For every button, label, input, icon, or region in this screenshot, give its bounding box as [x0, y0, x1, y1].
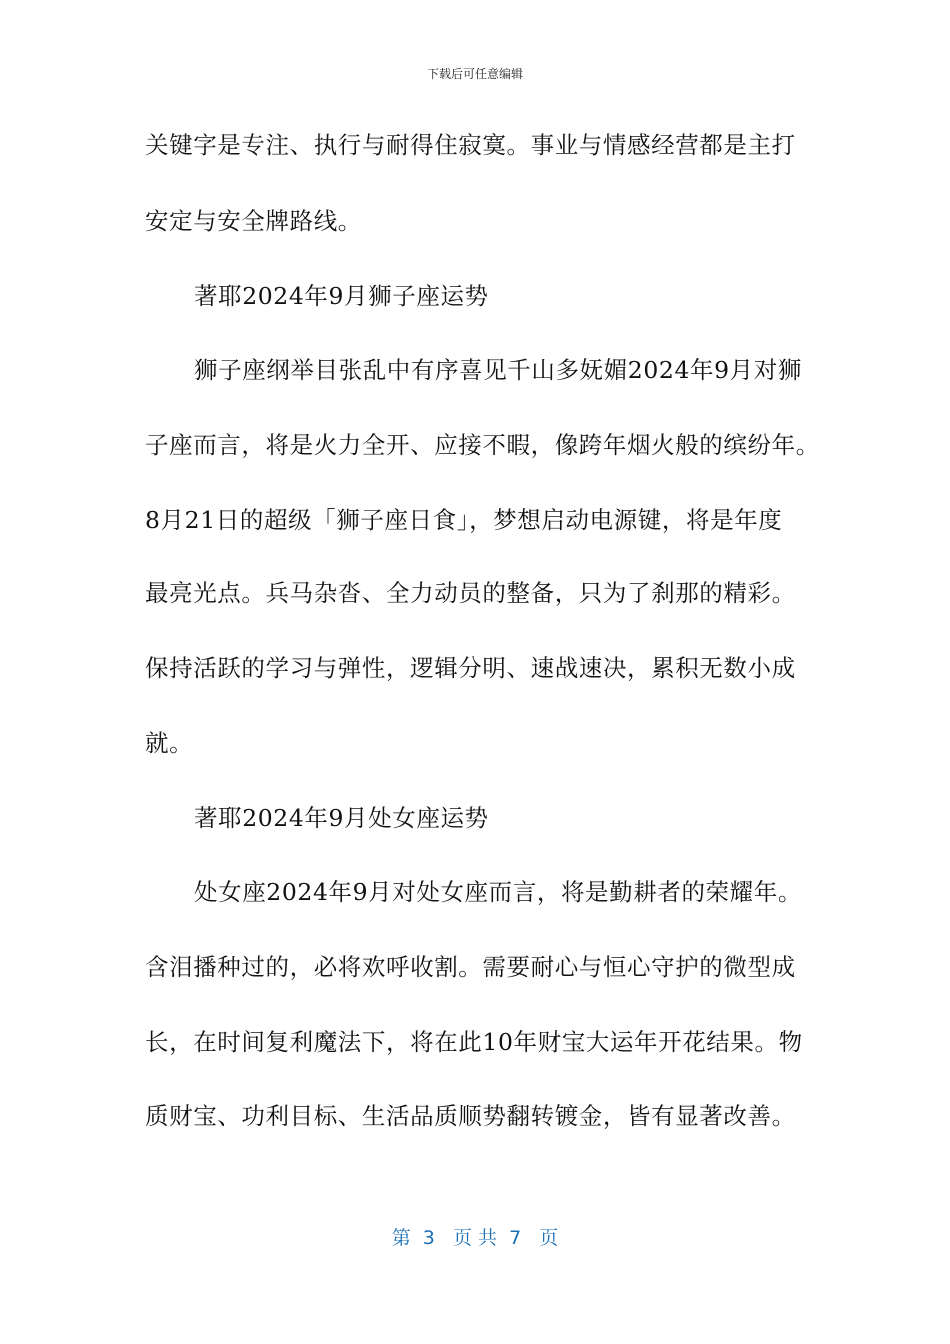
body-line: 质财宝、功利目标、生活品质顺势翻转镀金，皆有显著改善。: [145, 1102, 796, 1130]
body-line: 狮子座纲举目张乱中有序喜见千山多妩媚2024年9月对狮: [194, 356, 802, 384]
body-line: 子座而言，将是火力全开、应接不暇，像跨年烟火般的缤纷年。: [145, 431, 820, 459]
section-heading-leo: 著耶2024年9月狮子座运势: [194, 282, 489, 310]
section-heading-virgo: 著耶2024年9月处女座运势: [194, 804, 489, 832]
body-line: 含泪播种过的，必将欢呼收割。需要耐心与恒心守护的微型成: [145, 953, 796, 981]
body-line: 关键字是专注、执行与耐得住寂寞。事业与情感经营都是主打: [145, 131, 796, 159]
body-line: 8月21日的超级「狮子座日食」，梦想启动电源键，将是年度: [145, 506, 783, 534]
page-number: 第 3 页 共 7 页: [391, 1227, 559, 1249]
body-line: 保持活跃的学习与弹性，逻辑分明、速战速决，累积无数小成: [145, 654, 796, 682]
body-line: 最亮光点。兵马杂沓、全力动员的整备，只为了刹那的精彩。: [145, 579, 796, 607]
body-line: 安定与安全牌路线。: [145, 207, 362, 235]
header-note: 下载后可任意编辑: [426, 67, 523, 81]
body-line: 处女座2024年9月对处女座而言，将是勤耕者的荣耀年。: [194, 878, 802, 906]
body-line: 长，在时间复利魔法下，将在此10年财宝大运年开花结果。物: [145, 1028, 803, 1056]
body-line: 就。: [145, 729, 194, 757]
